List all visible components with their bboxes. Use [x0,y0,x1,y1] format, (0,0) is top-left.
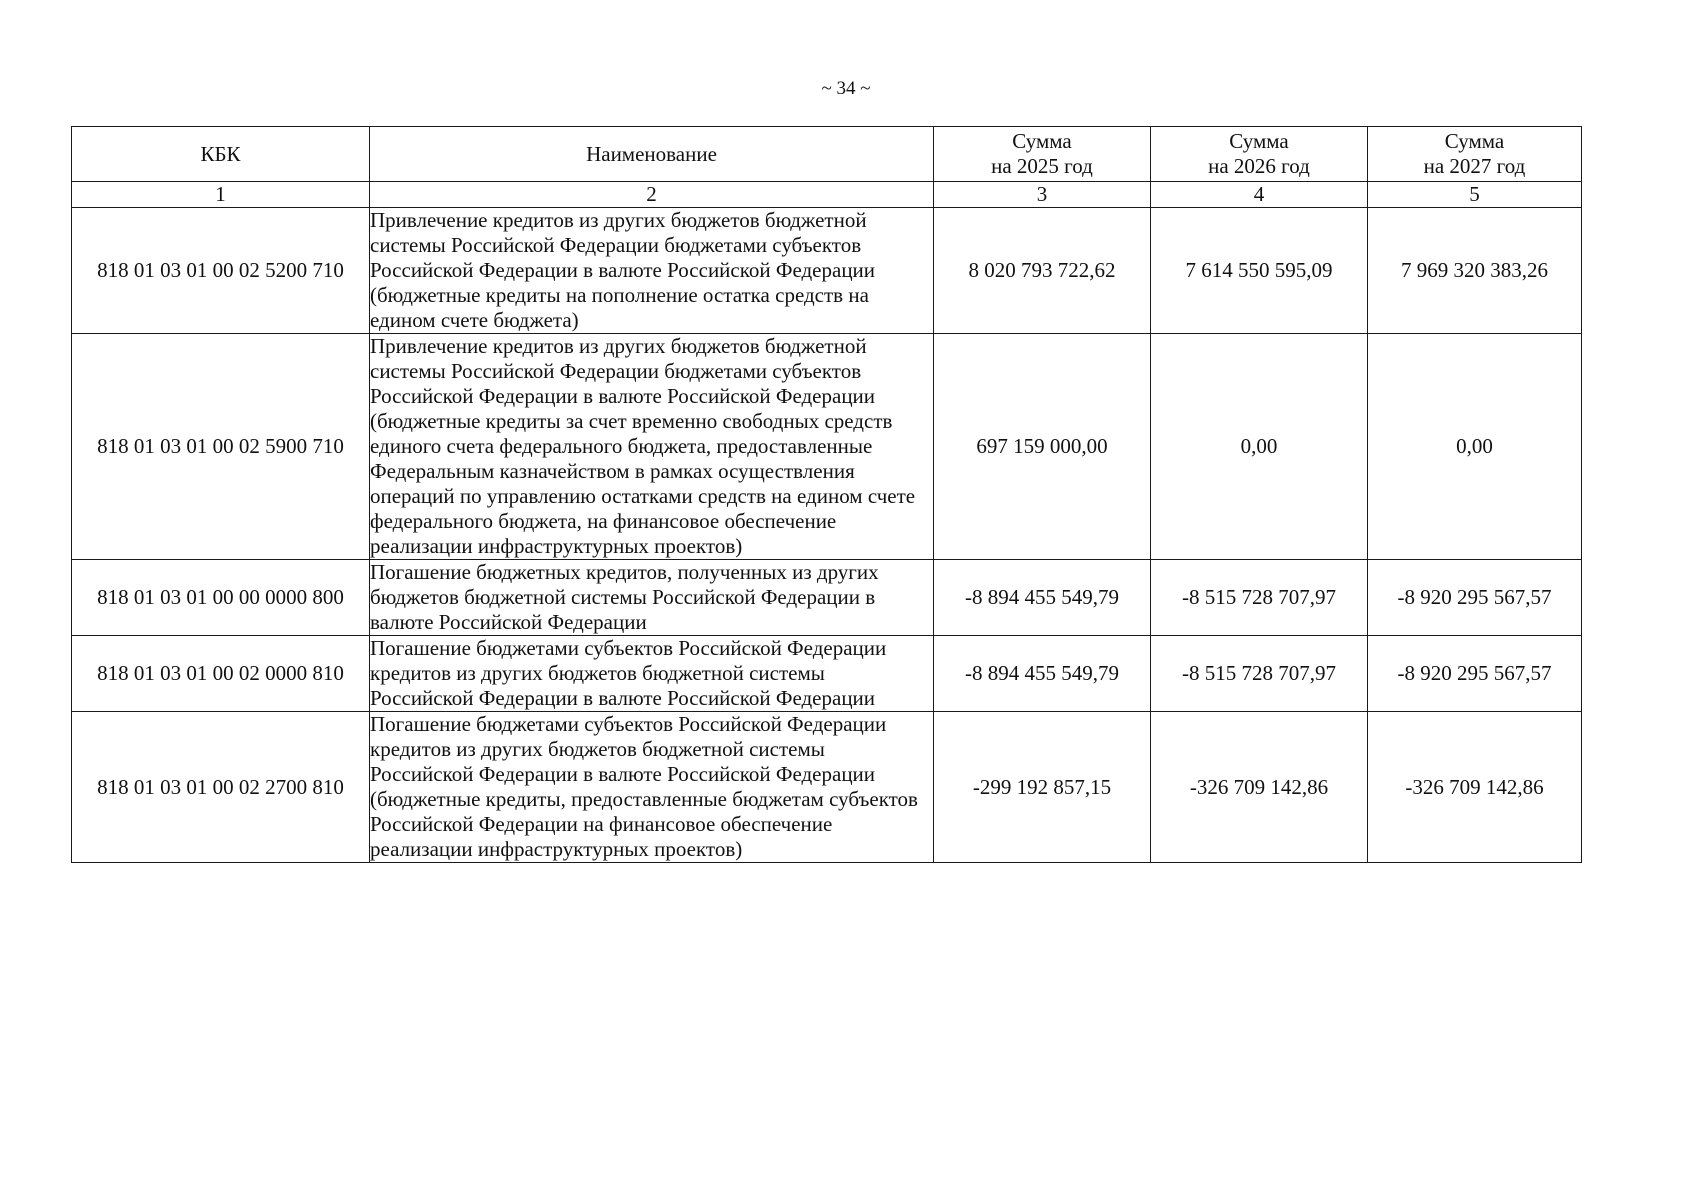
kbk-code: 818 01 03 01 00 02 5900 710 [72,334,370,560]
amount-2025: 697 159 000,00 [934,334,1151,560]
amount-2025: 8 020 793 722,62 [934,208,1151,334]
column-number-row [72,182,1582,208]
amount-2026: 0,00 [1151,334,1368,560]
amount-2027: 7 969 320 383,26 [1368,208,1582,334]
table-row [72,334,1582,560]
amount-2027: -8 920 295 567,57 [1368,636,1582,712]
amount-2027: -326 709 142,86 [1368,712,1582,863]
header-sum-2026-line1: Сумма [1229,129,1289,153]
table-row [72,208,1582,334]
column-number: 4 [1151,182,1368,208]
kbk-code: 818 01 03 01 00 02 2700 810 [72,712,370,863]
header-row [72,127,1582,182]
header-name: Наименование [370,127,934,182]
column-number: 5 [1368,182,1582,208]
kbk-code: 818 01 03 01 00 00 0000 800 [72,560,370,636]
header-sum-2025-line2: на 2025 год [991,154,1093,178]
table-row [72,712,1582,863]
header-sum-2027 [1368,127,1582,182]
budget-table [71,126,1582,863]
page-number: ~ 34 ~ [821,78,871,99]
column-number: 3 [934,182,1151,208]
kbk-code: 818 01 03 01 00 02 0000 810 [72,636,370,712]
column-number: 2 [370,182,934,208]
table-row [72,636,1582,712]
row-description: Погашение бюджетами субъектов Российской Федерации кредитов из других бюджетов бюджетной системы Российской Федерации в валюте Российской Федерации (бюджетные кредиты, предоставленные бюджетам субъектов Российской Федерации на финансовое обеспечение реализации инфраструктурных проектов) [370,712,934,863]
amount-2026: -8 515 728 707,97 [1151,636,1368,712]
kbk-code: 818 01 03 01 00 02 5200 710 [72,208,370,334]
amount-2025: -299 192 857,15 [934,712,1151,863]
header-sum-2026 [1151,127,1368,182]
amount-2026: -8 515 728 707,97 [1151,560,1368,636]
header-sum-2025 [934,127,1151,182]
amount-2027: -8 920 295 567,57 [1368,560,1582,636]
amount-2026: 7 614 550 595,09 [1151,208,1368,334]
column-number: 1 [72,182,370,208]
row-description: Погашение бюджетных кредитов, полученных из других бюджетов бюджетной системы Российской Федерации в валюте Российской Федерации [370,560,934,636]
header-sum-2026-line2: на 2026 год [1208,154,1310,178]
header-sum-2027-line1: Сумма [1444,129,1505,153]
header-sum-2025-line1: Сумма [1012,129,1072,153]
amount-2025: -8 894 455 549,79 [934,636,1151,712]
row-description: Привлечение кредитов из других бюджетов бюджетной системы Российской Федерации бюджетами субъектов Российской Федерации в валюте Российской Федерации (бюджетные кредиты на пополнение остатка средств на едином счете бюджета) [370,208,934,334]
row-description: Привлечение кредитов из других бюджетов бюджетной системы Российской Федерации бюджетами субъектов Российской Федерации в валюте Российской Федерации (бюджетные кредиты за счет временно свободных средств единого счета федерального бюджета, предоставленные Федеральным казначейством в рамках осуществления операций по управлению остатками средств на едином счете федерального бюджета, на финансовое обеспечение реализации инфраструктурных проектов) [370,334,934,560]
amount-2027: 0,00 [1368,334,1582,560]
table-row [72,560,1582,636]
amount-2025: -8 894 455 549,79 [934,560,1151,636]
row-description: Погашение бюджетами субъектов Российской Федерации кредитов из других бюджетов бюджетной системы Российской Федерации в валюте Российской Федерации [370,636,934,712]
header-kbk: КБК [72,127,370,182]
header-sum-2027-line2: на 2027 год [1423,154,1526,178]
amount-2026: -326 709 142,86 [1151,712,1368,863]
